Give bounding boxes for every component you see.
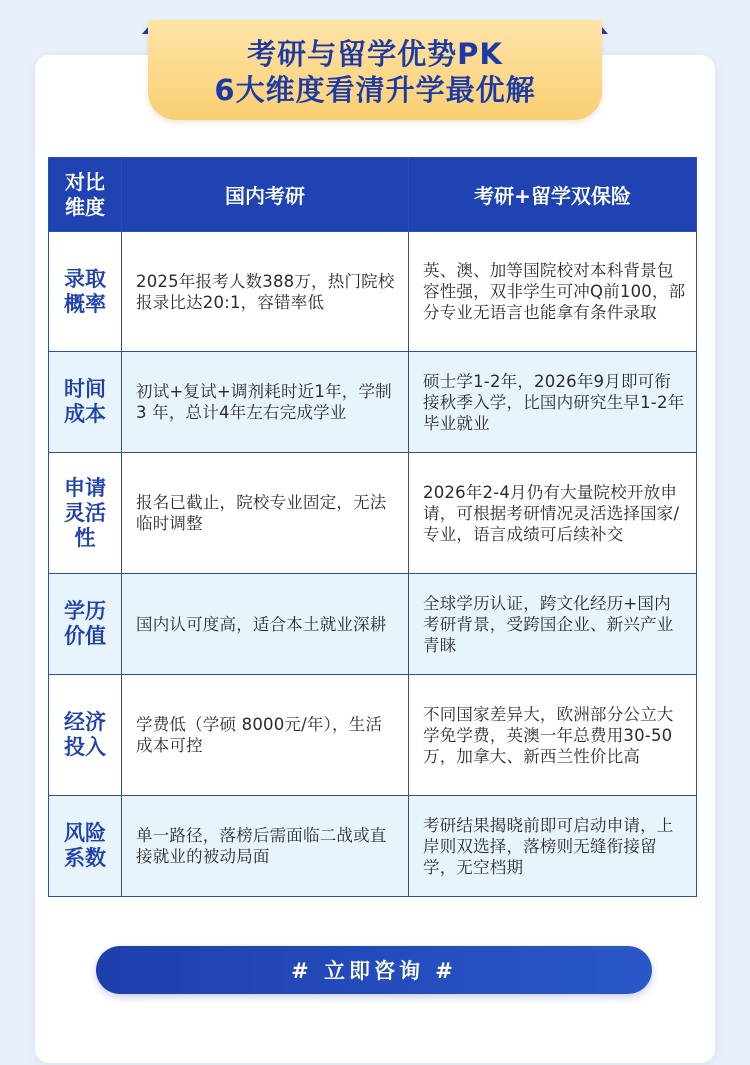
table-row — [49, 232, 697, 352]
table-header-row — [49, 158, 697, 232]
row-dual-cell: 不同国家差异大，欧洲部分公立大学免学费，英澳一年总费用30-50万，加拿大、新西兰性价比高 — [409, 675, 697, 796]
header-dual: 考研+留学双保险 — [409, 158, 697, 232]
comparison-table — [48, 157, 697, 897]
title-line-1: 考研与留学优势PK — [247, 37, 503, 71]
title-line-2: 6大维度看清升学最优解 — [214, 73, 536, 107]
row-dimension: 申请 灵活 性 — [49, 453, 122, 574]
table-row — [49, 796, 697, 897]
row-domestic-cell: 2025年报考人数388万，热门院校报录比达20:1，容错率低 — [122, 232, 409, 352]
row-domestic-cell: 国内认可度高，适合本土就业深耕 — [122, 574, 409, 675]
table-row — [49, 352, 697, 453]
row-dual-cell: 硕士学1-2年，2026年9月即可衔接秋季入学，比国内研究生早1-2年毕业就业 — [409, 352, 697, 453]
header-dimension: 对比 维度 — [49, 158, 122, 232]
row-dual-cell: 英、澳、加等国院校对本科背景包容性强，双非学生可冲Q前100，部分专业无语言也能拿有条件录取 — [409, 232, 697, 352]
header-domestic: 国内考研 — [122, 158, 409, 232]
row-dual-cell: 2026年2-4月仍有大量院校开放申请，可根据考研情况灵活选择国家/专业，语言成绩可后续补交 — [409, 453, 697, 574]
table-row — [49, 675, 697, 796]
row-domestic-cell: 报名已截止，院校专业固定，无法临时调整 — [122, 453, 409, 574]
row-domestic-cell: 初试+复试+调剂耗时近1年，学制 3 年，总计4年左右完成学业 — [122, 352, 409, 453]
row-domestic-cell: 单一路径，落榜后需面临二战或直接就业的被动局面 — [122, 796, 409, 897]
row-dimension: 学历 价值 — [49, 574, 122, 675]
table-row — [49, 574, 697, 675]
row-dimension: 时间 成本 — [49, 352, 122, 453]
row-dimension: 风险 系数 — [49, 796, 122, 897]
table-row — [49, 453, 697, 574]
row-dimension: 经济 投入 — [49, 675, 122, 796]
row-domestic-cell: 学费低（学硕 8000元/年），生活成本可控 — [122, 675, 409, 796]
title-banner — [148, 20, 602, 120]
consult-button[interactable]: # 立即咨询 # — [96, 946, 652, 994]
row-dimension: 录取 概率 — [49, 232, 122, 352]
row-dual-cell: 全球学历认证，跨文化经历+国内考研背景，受跨国企业、新兴产业青睐 — [409, 574, 697, 675]
row-dual-cell: 考研结果揭晓前即可启动申请，上岸则双选择，落榜则无缝衔接留学，无空档期 — [409, 796, 697, 897]
